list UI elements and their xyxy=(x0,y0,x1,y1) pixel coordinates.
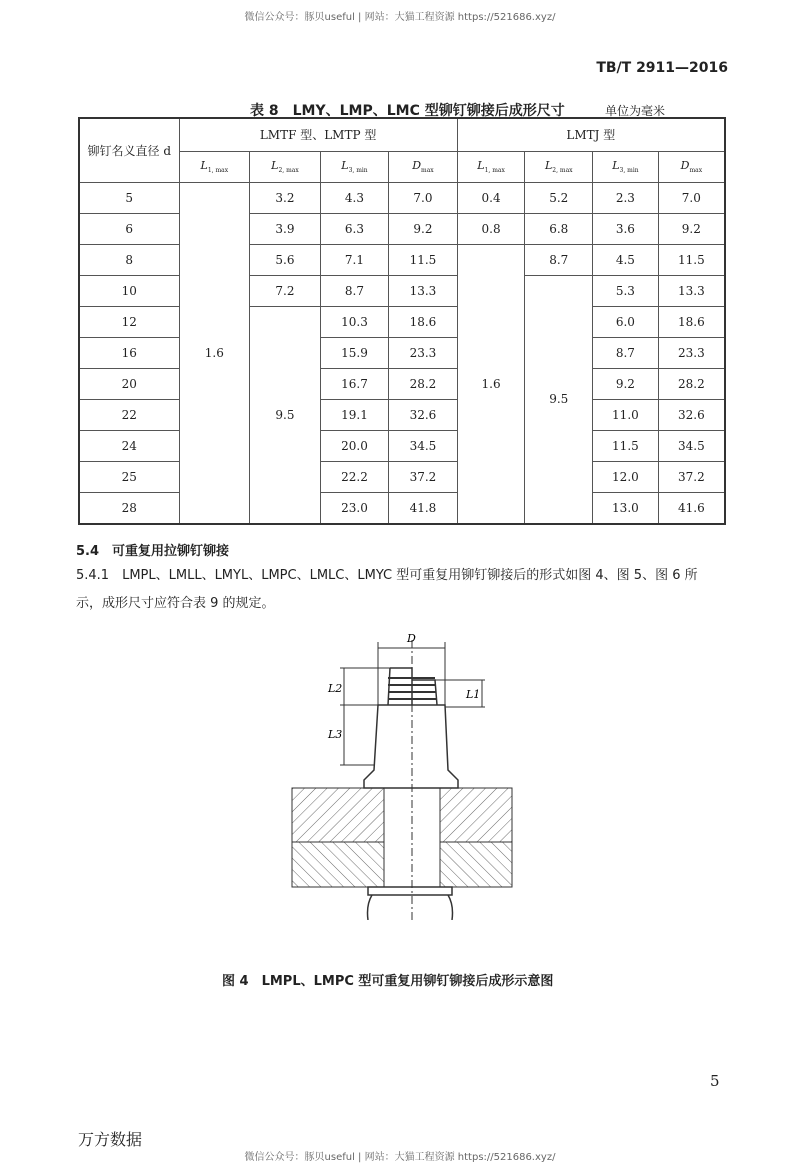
cell-g2-l3: 13.0 xyxy=(593,492,659,524)
table-row xyxy=(79,337,725,368)
cell-g2-l2: 8.7 xyxy=(525,244,593,275)
sub-header-symbol: L xyxy=(477,158,485,172)
cell-g2-l1: 1.6 xyxy=(457,244,525,524)
cell-g2-l3: 9.2 xyxy=(593,368,659,399)
rivet-figure xyxy=(280,620,520,920)
cell-g2-l2: 5.2 xyxy=(525,182,593,213)
label-L1: L1 xyxy=(466,688,481,701)
label-L2: L2 xyxy=(328,682,343,695)
cell-g1-l3: 10.3 xyxy=(320,306,388,337)
cell-g1-l3: 7.1 xyxy=(320,244,388,275)
table-title: 表 8 LMY、LMP、LMC 型铆钉铆接后成形尺寸 xyxy=(250,103,565,119)
table-row xyxy=(79,430,725,461)
sub-header xyxy=(320,151,388,182)
watermark-bottom: 微信公众号：豚贝useful | 网站：大猫工程资源 https://521686.xyz/ xyxy=(244,1152,556,1163)
sub-header-index: 3, min xyxy=(619,167,639,175)
table-row xyxy=(79,213,725,244)
cell-g1-d: 32.6 xyxy=(389,399,458,430)
paragraph-line-1: 5.4.1 LMPL、LMLL、LMYL、LMPC、LMLC、LMYC 型可重复用铆钉铆接后的形式如图 4、图 5、图 6 所 xyxy=(76,568,698,583)
sub-header-symbol: L xyxy=(271,158,279,172)
cell-g2-d: 11.5 xyxy=(658,244,725,275)
cell-d: 16 xyxy=(79,337,179,368)
sub-header-index: max xyxy=(689,167,703,175)
cell-g2-l3: 5.3 xyxy=(593,275,659,306)
dimension-table xyxy=(78,117,726,525)
sub-header-symbol: L xyxy=(612,158,620,172)
table-row xyxy=(79,399,725,430)
cell-d: 5 xyxy=(79,182,179,213)
sub-header-index: 2, max xyxy=(552,167,573,175)
sub-header-symbol: L xyxy=(341,158,349,172)
cell-g1-l3: 19.1 xyxy=(320,399,388,430)
sub-header-index: max xyxy=(421,167,434,175)
sub-header-symbol: L xyxy=(544,158,553,172)
cell-g2-l2: 6.8 xyxy=(525,213,593,244)
cell-g1-l3: 23.0 xyxy=(320,492,388,524)
cell-g2-d: 32.6 xyxy=(658,399,725,430)
sub-header-symbol: D xyxy=(412,158,422,172)
cell-g2-d: 37.2 xyxy=(658,461,725,492)
label-L3: L3 xyxy=(328,728,343,741)
cell-d: 20 xyxy=(79,368,179,399)
table-row xyxy=(79,275,725,306)
cell-g1-l3: 16.7 xyxy=(320,368,388,399)
cell-g1-l3: 4.3 xyxy=(320,182,388,213)
cell-g2-l3: 11.0 xyxy=(593,399,659,430)
standard-number: TB/T 2911—2016 xyxy=(596,60,728,76)
watermark-top: 微信公众号：豚贝useful | 网站：大猫工程资源 https://521686.xyz/ xyxy=(244,12,556,23)
sub-header xyxy=(658,151,725,182)
cell-g1-l2: 5.6 xyxy=(250,244,321,275)
cell-g1-l3: 20.0 xyxy=(320,430,388,461)
table-row xyxy=(79,492,725,524)
group-header-lmtf: LMTF 型、LMTP 型 xyxy=(179,118,457,151)
sub-header xyxy=(593,151,659,182)
table-row xyxy=(79,244,725,275)
sub-header-index: 1, max xyxy=(484,167,505,175)
cell-g2-l3: 12.0 xyxy=(593,461,659,492)
sub-header xyxy=(525,151,593,182)
cell-g1-l2: 3.9 xyxy=(250,213,321,244)
sub-header xyxy=(179,151,250,182)
cell-g2-l3: 8.7 xyxy=(593,337,659,368)
cell-d: 28 xyxy=(79,492,179,524)
cell-g2-d: 41.6 xyxy=(658,492,725,524)
sub-header-symbol: L xyxy=(200,158,208,172)
cell-g1-l3: 22.2 xyxy=(320,461,388,492)
cell-g2-d: 28.2 xyxy=(658,368,725,399)
figure-caption: 图 4 LMPL、LMPC 型可重复用铆钉铆接后成形示意图 xyxy=(222,974,554,989)
cell-g2-l3: 3.6 xyxy=(593,213,659,244)
source-mark: 万方数据 xyxy=(78,1130,143,1149)
table-row xyxy=(79,182,725,213)
cell-g1-l3: 15.9 xyxy=(320,337,388,368)
cell-g1-d: 18.6 xyxy=(389,306,458,337)
cell-g1-l2: 7.2 xyxy=(250,275,321,306)
cell-g2-d: 13.3 xyxy=(658,275,725,306)
group-header-lmtj: LMTJ 型 xyxy=(457,118,725,151)
cell-g2-l3: 2.3 xyxy=(593,182,659,213)
cell-g1-l2: 9.5 xyxy=(250,306,321,524)
cell-g2-d: 7.0 xyxy=(658,182,725,213)
page-number: 5 xyxy=(710,1072,720,1090)
cell-g2-d: 23.3 xyxy=(658,337,725,368)
cell-g1-l1: 1.6 xyxy=(179,182,250,524)
cell-g2-d: 9.2 xyxy=(658,213,725,244)
cell-g2-l3: 11.5 xyxy=(593,430,659,461)
sub-header xyxy=(389,151,458,182)
cell-d: 6 xyxy=(79,213,179,244)
cell-g1-d: 34.5 xyxy=(389,430,458,461)
table-unit: 单位为毫米 xyxy=(605,104,666,118)
cell-g1-d: 7.0 xyxy=(389,182,458,213)
cell-g2-l3: 6.0 xyxy=(593,306,659,337)
cell-g1-l3: 8.7 xyxy=(320,275,388,306)
cell-d: 12 xyxy=(79,306,179,337)
cell-g2-d: 34.5 xyxy=(658,430,725,461)
cell-g1-d: 11.5 xyxy=(389,244,458,275)
sub-header xyxy=(457,151,525,182)
sub-header-index: 3, min xyxy=(348,167,368,175)
sub-header-symbol: D xyxy=(680,158,690,172)
table-row xyxy=(79,368,725,399)
cell-g1-d: 28.2 xyxy=(389,368,458,399)
cell-d: 25 xyxy=(79,461,179,492)
col-header-diameter: 铆钉名义直径 d xyxy=(79,118,179,182)
cell-d: 10 xyxy=(79,275,179,306)
cell-d: 8 xyxy=(79,244,179,275)
table-row xyxy=(79,461,725,492)
cell-g2-l1: 0.4 xyxy=(457,182,525,213)
sub-header-index: 1, max xyxy=(207,167,229,175)
cell-g1-l3: 6.3 xyxy=(320,213,388,244)
cell-g1-d: 37.2 xyxy=(389,461,458,492)
cell-g1-d: 23.3 xyxy=(389,337,458,368)
cell-g1-d: 41.8 xyxy=(389,492,458,524)
cell-g1-d: 9.2 xyxy=(389,213,458,244)
section-heading: 5.4 可重复用拉铆钉铆接 xyxy=(76,544,230,559)
cell-g2-l2: 9.5 xyxy=(525,275,593,524)
cell-g1-l2: 3.2 xyxy=(250,182,321,213)
table-row xyxy=(79,306,725,337)
sub-header xyxy=(250,151,321,182)
cell-g2-d: 18.6 xyxy=(658,306,725,337)
paragraph-line-2: 示，成形尺寸应符合表 9 的规定。 xyxy=(76,596,275,611)
cell-d: 24 xyxy=(79,430,179,461)
label-D: D xyxy=(407,632,416,645)
cell-d: 22 xyxy=(79,399,179,430)
cell-g2-l1: 0.8 xyxy=(457,213,525,244)
cell-g2-l3: 4.5 xyxy=(593,244,659,275)
sub-header-index: 2, max xyxy=(278,167,299,175)
cell-g1-d: 13.3 xyxy=(389,275,458,306)
